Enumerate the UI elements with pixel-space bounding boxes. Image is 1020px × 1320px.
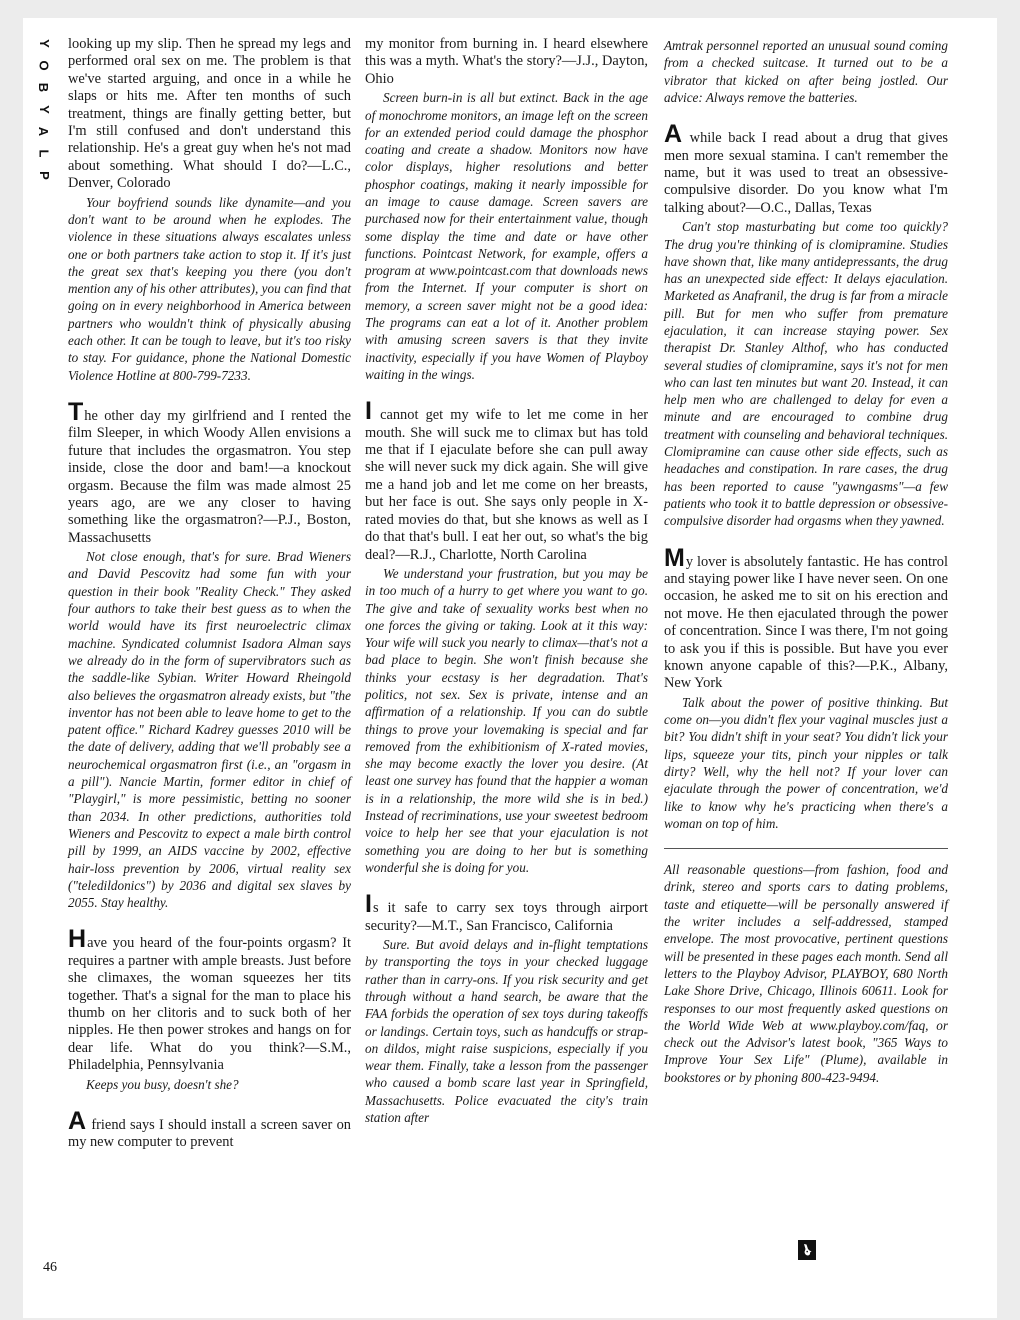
question-text: looking up my slip. Then he spread my legs and performed oral sex on me. The problem is that we've started arguing, and once in a while he slaps or hits me. After ten months of such treatment, things are finally getting better, but I'm still confused and don't understand this relationship. He's a great guy when he's not mad about something. What should I do?—L.C., Denver, Colorado — [68, 36, 351, 192]
answer-text: Amtrak personnel reported an unusual sound coming from a checked suitcase. It turned out to be a vibrator that kicked on after being jostled. Our advice: Always remove the batteries. — [664, 38, 948, 105]
title-letter: O — [36, 60, 52, 71]
answer-text: We understand your frustration, but you may be in too much of a hurry to get where you want to go. The give and take of sexuality works best when no one forces the giving or taking. Look at it this way: Your wife will suck you nearly to climax—that's not a bad place to begin. She won't finish because she thinks your ecstasy is her degradation. That's politics, not sex. Sex is private, intense and an affirmation of a relationship. If you can do subtle things to prove your lovemaking is special and far removed from the exhibitionism of X-rated movies, she may become exactly the lover you desire. (At least one survey has found that the happier a woman is in a relationship, the more wild she is in bed.) Instead of recriminations, use your sweetest bedroom voice to help her see that your ejaculation is not something you are doing to her but is something wonderful she is doing for you. — [365, 565, 648, 875]
answer-text: Screen burn-in is all but extinct. Back in the age of monochrome monitors, an image left on the screen for an extended period could damage the phosphor coating and create a shadow. Monitors now have color displays, higher resolutions and better phosphor coatings, making it nearly impossible for an image to cause damage. Screen savers are purchased now for their entertainment value, though some display the time and date or have other functions. Pointcast Network, for example, offers a program at www.pointcast.com that downloads news from the Internet. If your computer is short on memory, a screen saver might not be a good idea: The programs can eat a lot of it. Another problem with amusing screen savers is that they invite inactivity, especially if you have Women of Playboy waiting in the wings. — [365, 90, 648, 382]
magazine-vertical-title — [29, 36, 59, 190]
question-block — [68, 1106, 351, 1152]
question-text: he other day my girlfriend and I rented the film Sleeper, in which Woody Allen envisions a future that includes the orgasmatron. You step inside, close the door and bam!—a knockout orgasm. Because the film was made almost 25 years ago, are we any closer to having something like the orgasmatron?—P.J., Boston, Massachusetts — [68, 407, 351, 546]
column-1 — [68, 36, 351, 1152]
page-number: 46 — [43, 1260, 57, 1275]
question-text: while back I read about a drug that gives men more sexual stamina. I can't remember the name, but it was used to treat an obsessive-compulsive disorder. Do you know what I'm talking about?—O.C., Dallas, Texas — [664, 130, 948, 216]
question-block — [68, 925, 351, 1074]
question-text: s it safe to carry sex toys through airport security?—M.T., San Francisco, California — [365, 900, 648, 934]
question-block — [664, 543, 948, 693]
drop-cap: I — [365, 890, 372, 919]
question-text: y lover is absolutely fantastic. He has control and staying power like I have never seen. On one occasion, he asked me to sit on his erection and not move. He then ejaculated through the power of concentration. Since I was there, I'm not going to ask you if this is possible. But have you ever known anyone capable of this?—P.K., Albany, New York — [664, 553, 948, 692]
question-block — [365, 397, 648, 564]
answer-text: Talk about the power of positive thinking. But come on—you didn't flex your vaginal muscles just a bit? You didn't shift in your seat? You didn't lick your lips, squeeze your tits, pinch your nipples or talk dirty? Well, why the hell not? If your lover can ejaculate through the power of concentration, we'd like to know why he's practicing when there's a woman on top of him. — [664, 694, 948, 831]
answer-text: Keeps you busy, doesn't she? — [86, 1076, 239, 1092]
title-letter: Y — [36, 39, 52, 48]
advisor-footer-note: All reasonable questions—from fashion, food and drink, stereo and sports cars to dating problems, taste and etiquette—will be personally answered if the writer includes a self-addressed, stamped envelope. The most provocative, pertinent questions will be presented in these pages each month. Send all letters to the Playboy Advisor, PLAYBOY, 680 North Lake Shore Drive, Chicago, Illinois 60611. Look for responses to our most frequently asked questions on the World Wide Web at www.playboy.com/faq, or check out the Advisor's latest book, "365 Ways to Improve Your Sex Life" (Plume), available in bookstores or by phoning 800-423-9494. — [664, 862, 948, 1085]
section-divider — [664, 848, 948, 849]
answer-text: Your boyfriend sounds like dynamite—and you don't want to be around when he explodes. The violence in these situations always escalates unless one or both partners take action to stop it. If it's just the great sex that's keeping you there (you don't mention any of his other attributes), you can find that going on in every neighborhood in America between partners who wouldn't think of physically abusing each other. It can be tough to leave, but it's too risky to stay. For guidance, phone the National Domestic Violence Hotline at 800-799-7233. — [68, 194, 351, 383]
question-block — [664, 120, 948, 217]
question-text: ave you heard of the four-points orgasm? It requires a partner with ample breasts. Just before she climaxes, the woman squeezes her tits together. That's a signal for the man to place his thumb on her clitoris and to suck both of her nipples. He then power strokes and hangs on for dear life. What do you think?—S.M., Philadelphia, Pennsylvania — [68, 935, 351, 1074]
drop-cap: A — [664, 120, 683, 149]
drop-cap: A — [68, 1106, 87, 1135]
title-letter: B — [36, 82, 52, 93]
question-text: friend says I should install a screen saver on my new computer to prevent — [68, 1116, 351, 1151]
question-text: my monitor from burning in. I heard elsewhere this was a myth. What's the story?—J.J., Dayton, Ohio — [365, 36, 648, 87]
column-3 — [664, 36, 948, 1086]
question-text: cannot get my wife to let me come in her mouth. She will suck me to climax but has told me that if I ejaculate before she can pull away she will never suck my dick again. She will give me a hand job and let me come on her breasts, but her face is out. She says only people in X-rated movies do that, but she knows as well as I do that that's bull. I eat her out, so what's the big deal?—R.J., Charlotte, North Carolina — [365, 407, 648, 563]
answer-text: Not close enough, that's for sure. Brad Wieners and David Pescovitz had some fun with your question in their book "Reality Check." They asked four authors to take their best guess as to when the world would have its first neuroelectric climax machine. Syndicated columnist Isadora Alman says we already do in the form of supervibrators such as the saddle-like Sybian. Writer Howard Rheingold also believes the orgasmatron already exists, but "the inventor has not been able to leave home to get to the patent office." Richard Kadrey guesses 2010 will be the date of delivery, adding that we'll probably see a neurochemical orgasmatron first (i.e., an "orgasm in a pill"). Nancie Martin, former editor in chief of "Playgirl," is more pessimistic, betting no sooner than 2034. In other predictions, authorities told Wieners and Pescovitz to expect a male birth control pill by 1999, an AIDS vaccine by 2002, effective hair-loss prevention by 2006, virtual reality sex ("teledildonics") by 2036 and digital sex slaves by 2055. Stay healthy. — [68, 549, 351, 911]
title-letter: Y — [36, 105, 52, 114]
rabbit-head-icon — [798, 1240, 816, 1260]
title-letter: A — [36, 126, 52, 137]
column-2 — [365, 36, 648, 1126]
answer-text: Sure. But avoid delays and in-flight temptations by transporting the toys in your checked luggage rather than in carry-ons. If you risk security and get through without a hand search, be aware that the FAA forbids the operation of sex toys during takeoffs or landings. Certain toys, such as handcuffs or strap-on dildos, might raise suspicions, especially if you wear them. Finally, take a lesson from the passenger who caused a bomb scare last year in Springfield, Massachusetts. Police evacuated the city's train station after — [365, 937, 648, 1126]
title-letter: L — [36, 149, 52, 158]
drop-cap: T — [68, 397, 84, 426]
title-letter: P — [36, 171, 52, 180]
drop-cap: I — [365, 397, 372, 426]
question-block — [68, 397, 351, 547]
drop-cap: H — [68, 925, 87, 954]
answer-text: Can't stop masturbating but come too quickly? The drug you're thinking of is clomipramine. Studies have shown that, like many antidepressants, the drug has an unexpected side effect: It delays ejaculation. Marketed as Anafranil, the drug is far from a miracle pill. But for men who suffer from premature ejaculation, it can increase staying power. Sex therapist Dr. Stanley Althof, who has conducted several studies of clomipramine, says it's not for men who can last ten minutes but want 20. Instead, it can help men who are challenged to delay for even a minute and are encouraged to combine drug treatment with counseling and behavioral techniques. Clomipramine can cause other side effects, such as headaches and constipation. In rare cases, the drug has been reported to cause "yawngasms"—a few patients who took it to battle depression or obsessive-compulsive disorder had orgasms when they yawned. — [664, 219, 948, 529]
magazine-page — [23, 18, 997, 1318]
drop-cap: M — [664, 543, 685, 572]
question-block — [365, 890, 648, 935]
